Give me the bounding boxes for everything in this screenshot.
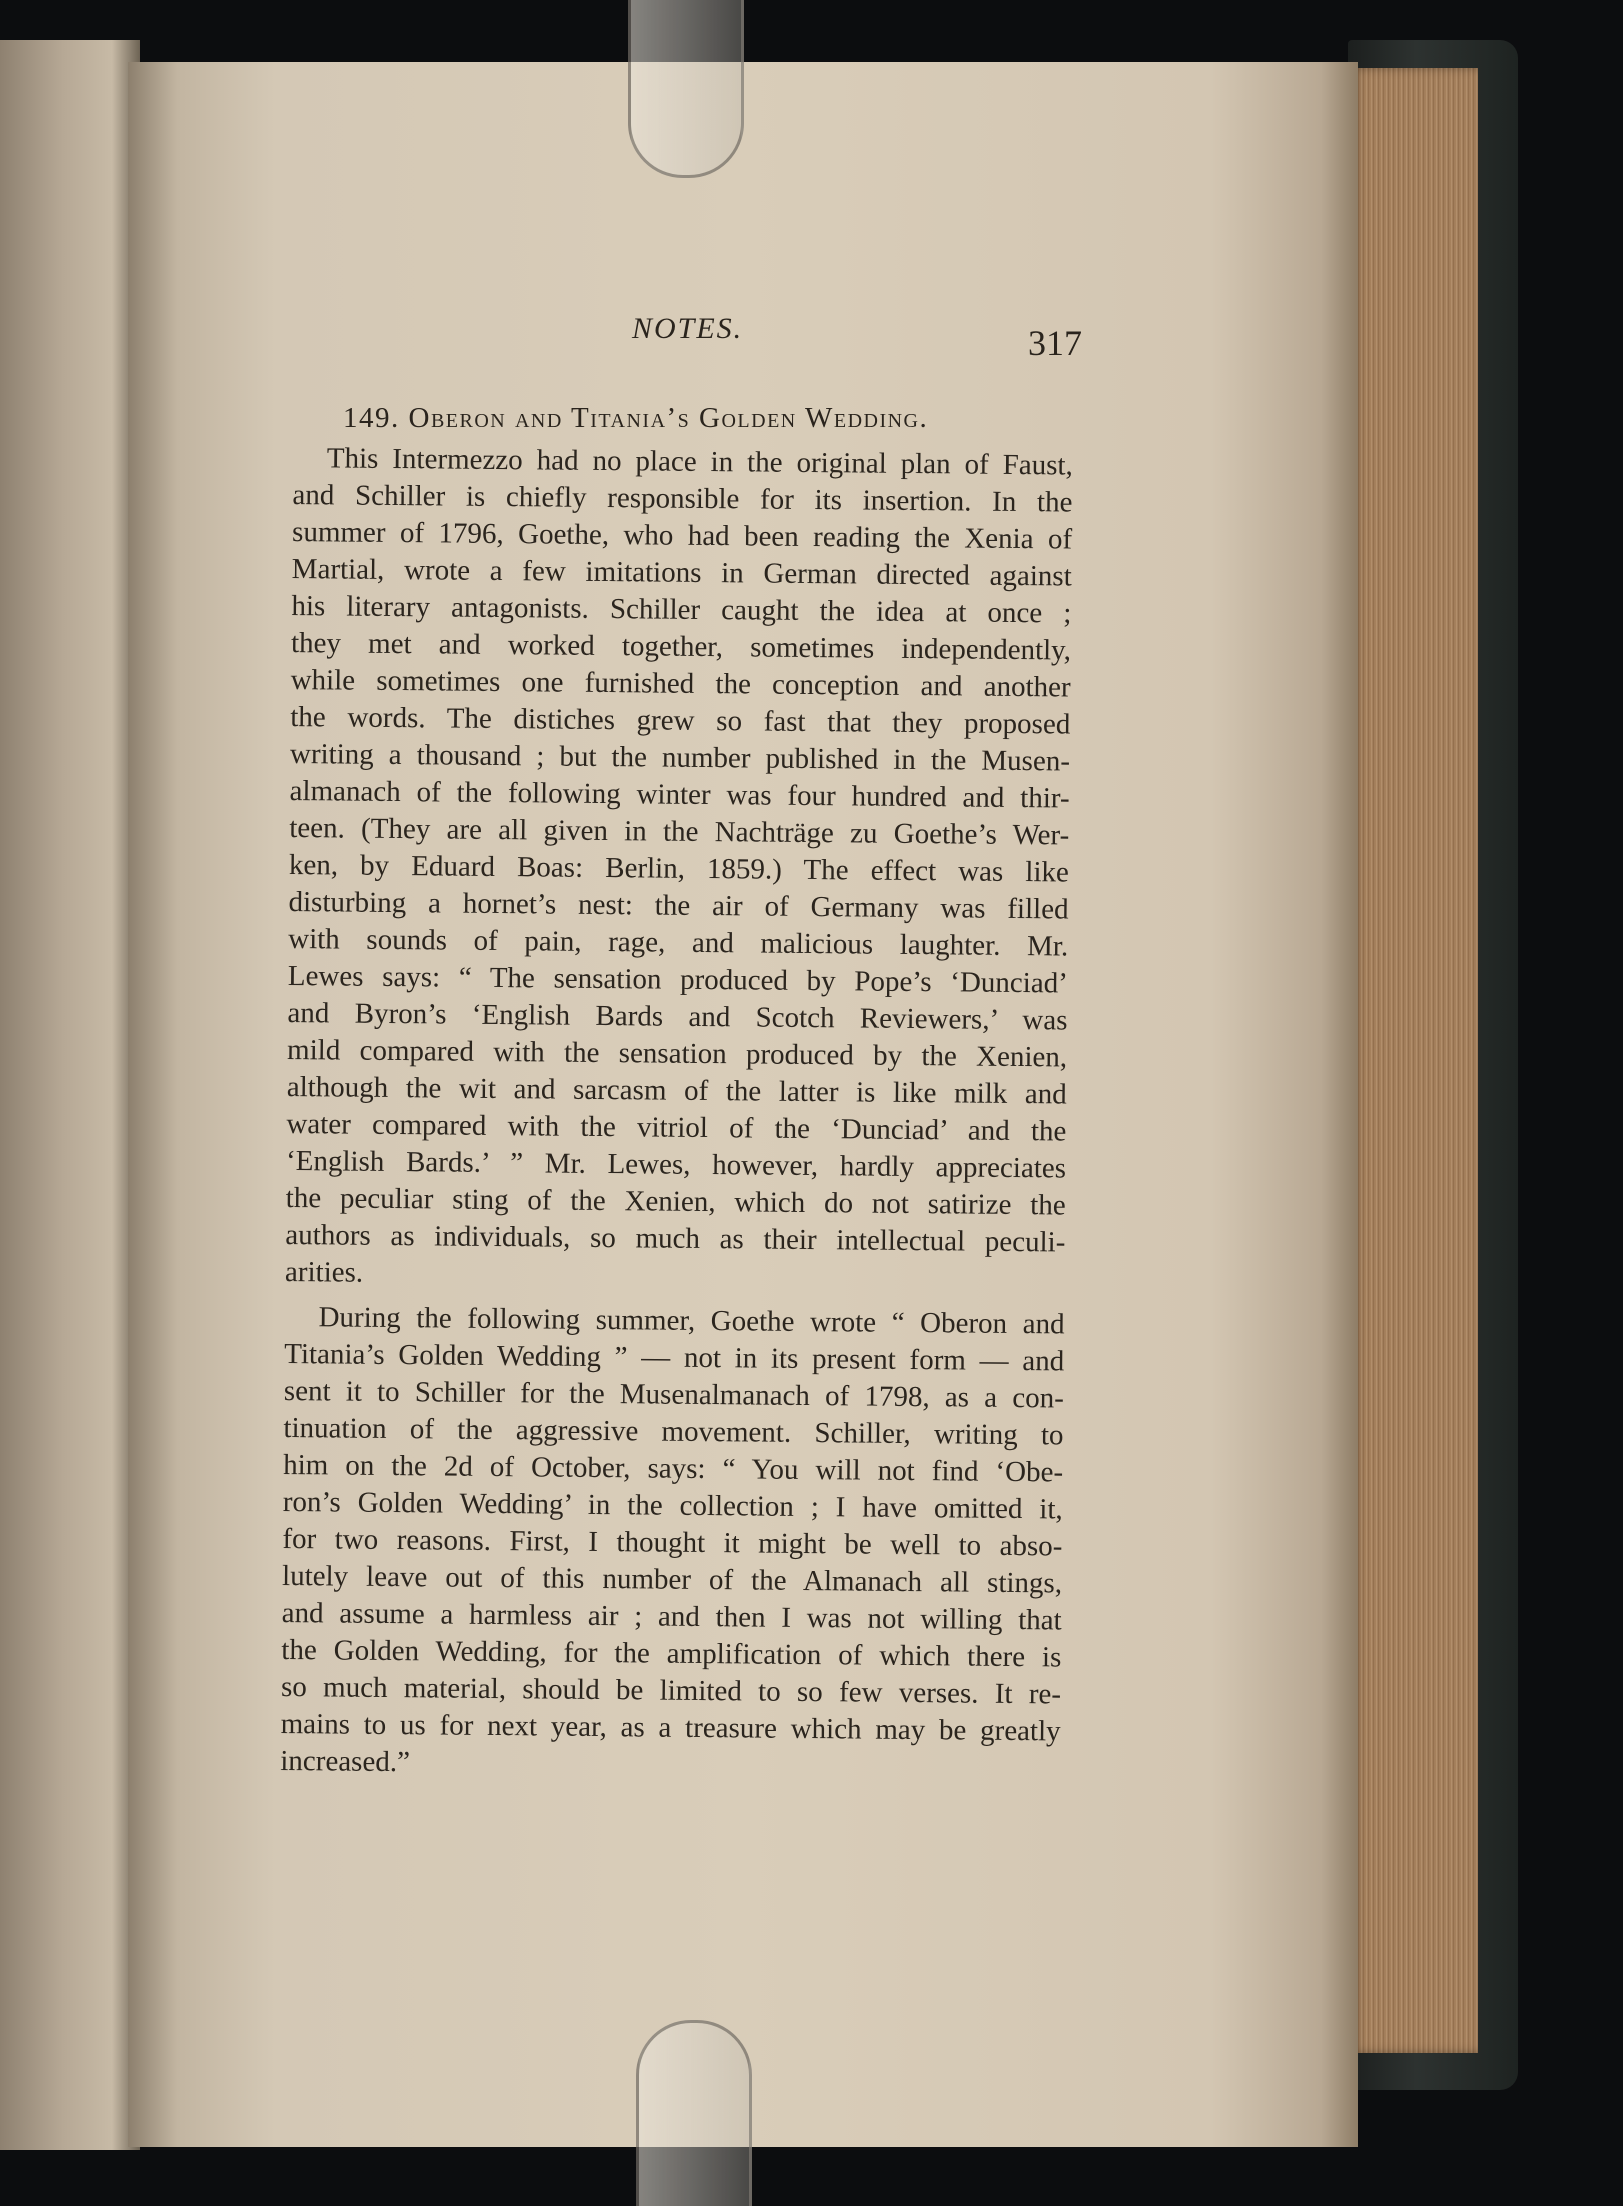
note-body (280, 440, 1073, 1787)
text-line: so much material, should be limited to so few verses. It re- (280, 1670, 1062, 1711)
paragraph-2 (280, 1299, 1065, 1787)
text-line: sent it to Schiller for the Musenalmanach of 1798, as a con- (283, 1374, 1064, 1415)
text-line: and Byron’s ‘English Bards and Scotch Reviewers,’ was (287, 996, 1068, 1037)
text-line: the words. The disticheѕ grew so fast that they proposed (290, 700, 1071, 741)
page-clip-bottom (636, 2020, 752, 2206)
text-line: his literary antagonists. Schiller caught the idea at once ; (291, 589, 1072, 630)
page-clip-top (628, 0, 744, 178)
running-head: NOTES. (632, 312, 744, 345)
text-line: for two reasons. First, I thought it might be well to abso- (282, 1522, 1063, 1563)
text-line: with sounds of pain, rage, and malicious laughter. Mr. (288, 922, 1069, 963)
text-line: disturbing a hornet’s nest: the air of Germany was filled (288, 885, 1069, 926)
text-line: Martial, wrote a few imitations in German directed against (291, 552, 1072, 593)
text-line: him on the 2d of October, says: “ You will not find ‘Obe- (283, 1448, 1064, 1489)
text-line: the peculiar sting of the Xenien, which do not satirize the (285, 1181, 1066, 1222)
text-line: ron’s Golden Wedding’ in the collection ; I have omitted it, (282, 1485, 1063, 1526)
paragraph-1 (285, 440, 1073, 1298)
text-line: authors as individuals, so much as their intellectual peculi- (285, 1218, 1066, 1259)
text-line: while sometimes one furnished the conception and another (290, 663, 1071, 704)
page-header (0, 300, 1623, 370)
text-line: During the following summer, Goethe wrote “ Oberon and (318, 1301, 1065, 1341)
text-line: ken, by Eduard Boas: Berlin, 1859.) The effect was like (288, 848, 1070, 889)
text-line: summer of 1796, Goethe, who had been reading the Xenia of (291, 515, 1073, 556)
note-heading: 149. Oberon and Titania’s Golden Wedding. (343, 402, 929, 434)
text-line: ‘English Bards.’ ” Mr. Lewes, however, hardly appreciates (285, 1144, 1067, 1185)
text-line: and Schiller is chiefly responsible for its insertion. In the (292, 478, 1073, 519)
text-line: mild compared with the sensation produced by the Xenien, (286, 1033, 1068, 1074)
text-line: This Intermezzo had no place in the original plan of Faust, (326, 442, 1073, 482)
text-line: mains to us for next year, as a treasure which may be greatly (280, 1707, 1061, 1748)
text-line: and assume a harmless air ; and then I was not willing that (281, 1596, 1062, 1637)
text-line: tinuation of the aggressive movement. Schiller, writing to (283, 1411, 1064, 1452)
text-line: lutely leave out of this number of the Almanach all stings, (281, 1559, 1063, 1600)
page-number: 317 (1028, 323, 1082, 363)
text-line: the Golden Wedding, for the amplification of which there is (281, 1633, 1062, 1674)
text-line: almanach of the following winter was four hundred and thir- (289, 774, 1070, 815)
text-line: they met and worked together, sometimes independently, (290, 626, 1072, 667)
text-line: writing a thousand ; but the number published in the Musen- (289, 737, 1071, 778)
text-line: teen. (They are all given in the Nachträge zu Goethe’s Wer- (289, 811, 1070, 852)
text-line: although the wit and sarcasm of the latter is like milk and (286, 1070, 1067, 1111)
text-line: Lewes says: “ The sensation produced by Pope’s ‘Dunciad’ (287, 959, 1068, 1000)
text-line: water compared with the vitriol of the ‘Dunciad’ and the (286, 1107, 1067, 1148)
text-line: arities. (284, 1255, 364, 1289)
text-line: Titania’s Golden Wedding ” — not in its present form — and (284, 1337, 1065, 1378)
text-line: increased.” (280, 1744, 411, 1779)
